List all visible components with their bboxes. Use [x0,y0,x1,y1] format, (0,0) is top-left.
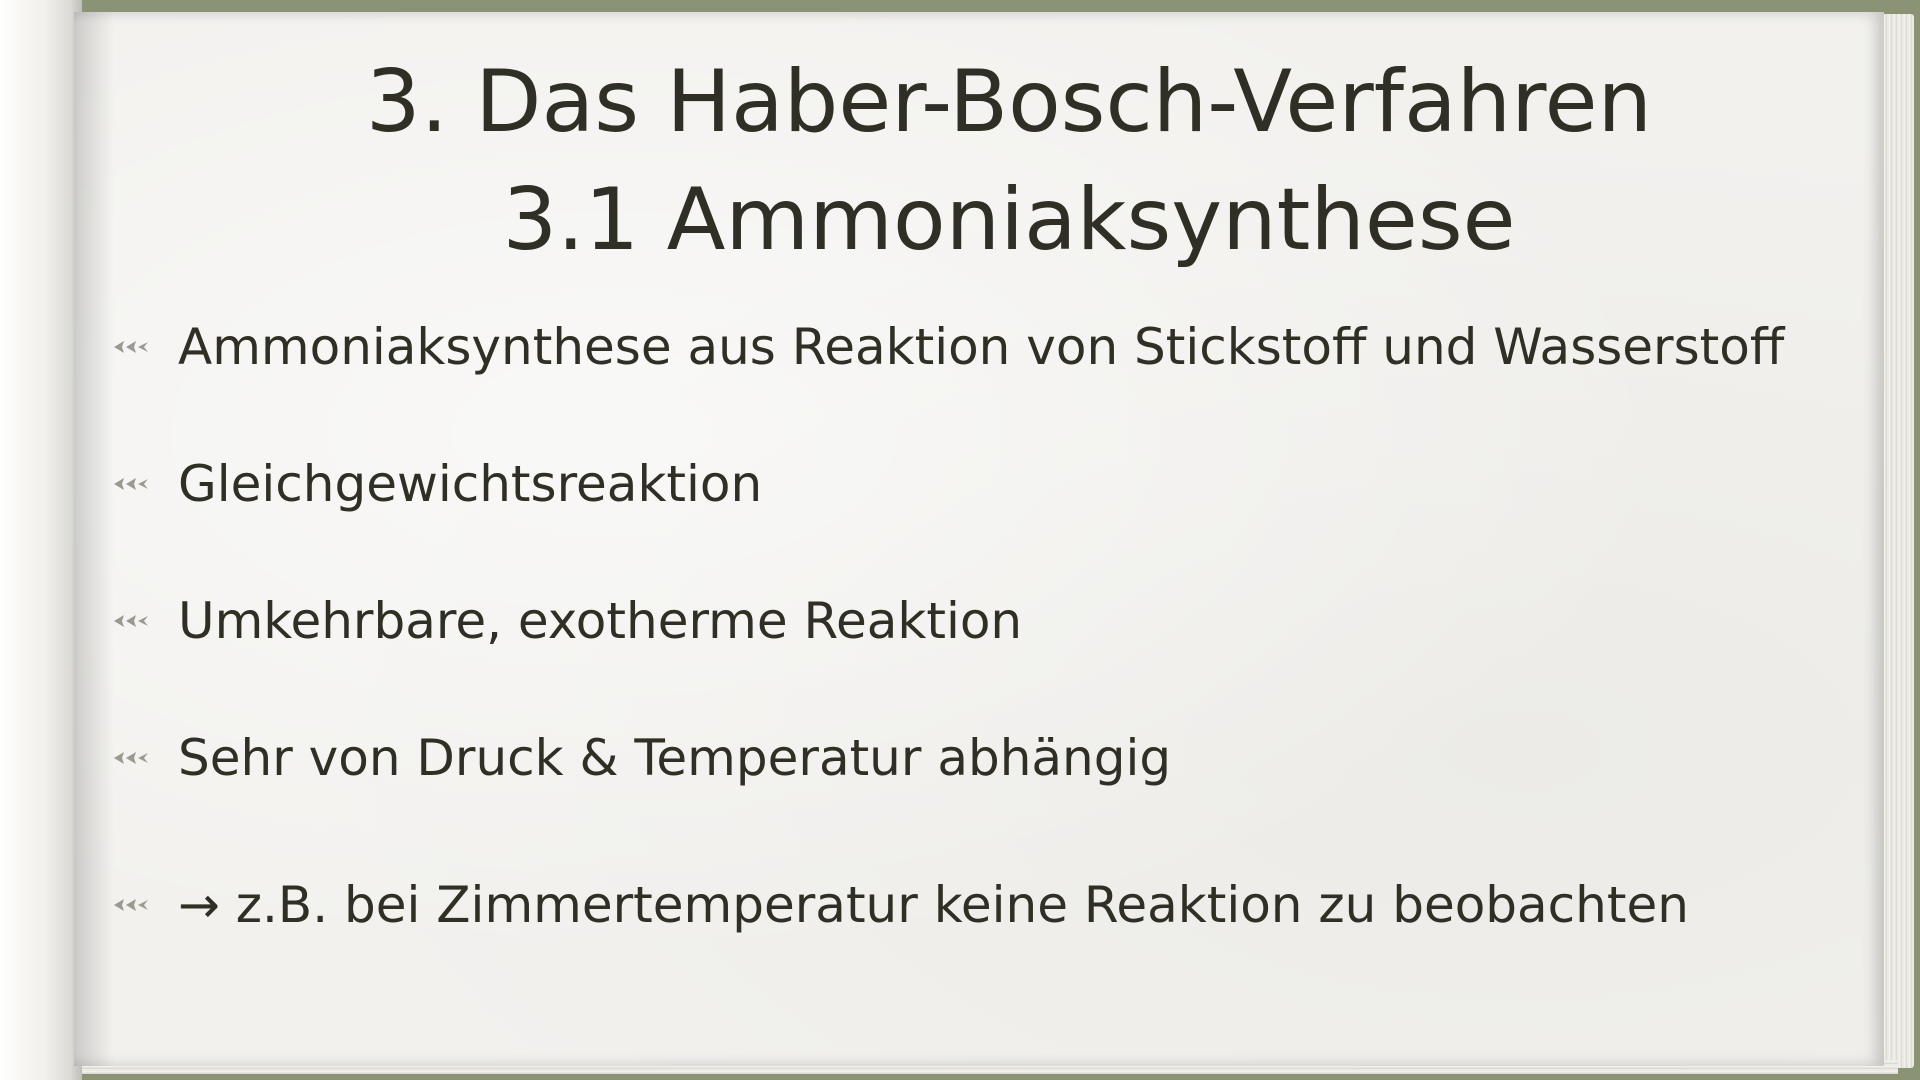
bullet-item [112,729,1171,787]
bullet-text: Ammoniaksynthese aus Reaktion von Stickstoff und Wasserstoff [178,318,1785,376]
left-page-curl [0,0,40,1080]
bullet-text: Gleichgewichtsreaktion [178,455,763,513]
slide-title: 3. Das Haber-Bosch-Verfahren [365,52,1653,152]
gutter-shadow [74,12,114,1066]
fleuron-bullet-icon [112,474,152,494]
fleuron-bullet-icon [112,895,152,915]
bullet-item [112,455,762,513]
left-page [0,0,82,1080]
bullet-text: → z.B. bei Zimmertemperatur keine Reaktion zu beobachten [178,876,1689,934]
bullet-text: Sehr von Druck & Temperatur abhängig [178,729,1172,787]
bullet-item [112,876,1689,934]
fleuron-bullet-icon [112,337,152,357]
fleuron-bullet-icon [112,611,152,631]
bullet-item [112,592,1022,650]
bullet-text: Umkehrbare, exotherme Reaktion [178,592,1023,650]
fleuron-bullet-icon [112,748,152,768]
slide-subtitle: 3.1 Ammoniaksynthese [502,170,1516,270]
bullet-item [112,318,1784,376]
